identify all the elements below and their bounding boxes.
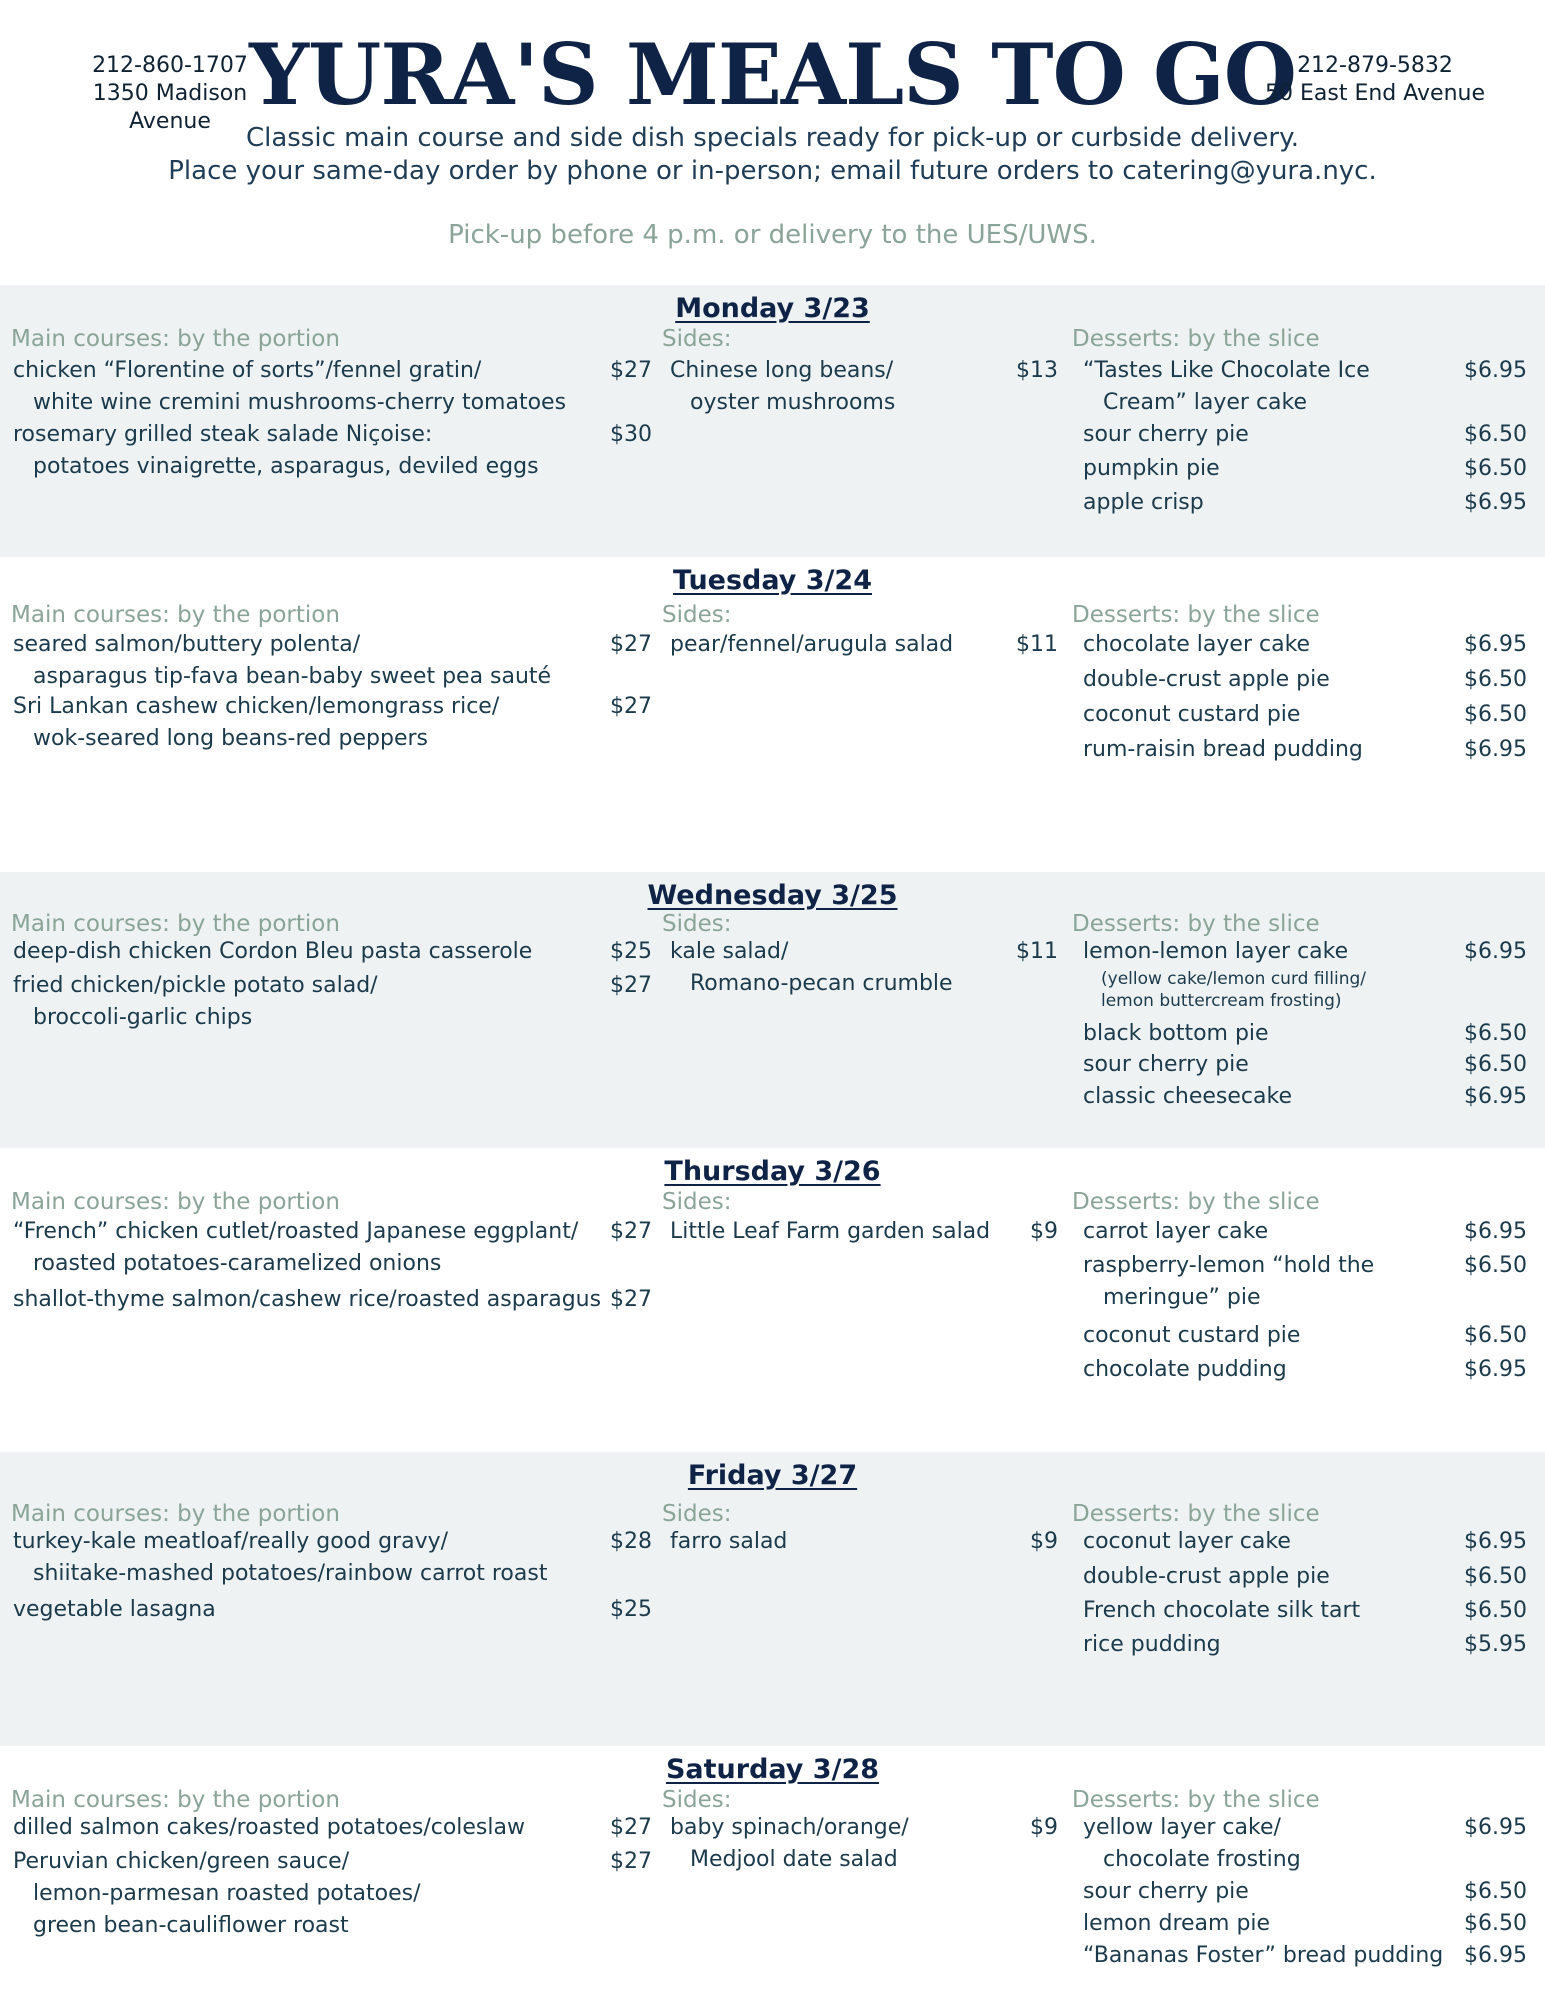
dessert-price: $6.50 — [1464, 1911, 1527, 1936]
main-course-price: $27 — [610, 632, 652, 657]
dessert-item — [1083, 664, 1330, 696]
dessert-name: classic cheesecake — [1083, 1084, 1292, 1109]
main-course-price: $30 — [610, 422, 652, 447]
main-course-name-cont: broccoli-garlic chips — [33, 1005, 253, 1030]
side-dish-name-cont: Medjool date salad — [690, 1847, 898, 1872]
right-phone: 212-879-5832 — [1297, 53, 1453, 78]
side-dish-price: $9 — [1030, 1815, 1058, 1840]
main-course-item — [13, 936, 532, 968]
dessert-price: $6.95 — [1464, 1815, 1527, 1840]
dessert-name: rum-raisin bread pudding — [1083, 737, 1363, 762]
main-course-item — [13, 419, 539, 483]
main-course-price: $27 — [610, 1287, 652, 1312]
main-course-item — [13, 629, 551, 693]
main-course-item — [13, 1216, 578, 1280]
day-title: Friday 3/27 — [687, 1460, 858, 1491]
desserts-label: Desserts: by the slice — [1072, 602, 1320, 628]
main-course-name-cont: green bean-cauliflower roast — [33, 1913, 349, 1938]
dessert-price: $6.95 — [1464, 490, 1527, 515]
dessert-name: pumpkin pie — [1083, 456, 1220, 481]
dessert-note: lemon buttercream frosting) — [1101, 991, 1342, 1011]
main-course-name: chicken “Florentine of sorts”/fennel gratin/ — [13, 358, 482, 383]
main-course-name: fried chicken/pickle potato salad/ — [13, 973, 378, 998]
main-course-price: $27 — [610, 973, 652, 998]
main-course-price: $27 — [610, 1849, 652, 1874]
dessert-price: $6.50 — [1464, 1598, 1527, 1623]
dessert-name: carrot layer cake — [1083, 1219, 1269, 1244]
dessert-item — [1083, 1812, 1301, 1876]
dessert-name: “Tastes Like Chocolate Ice — [1083, 358, 1370, 383]
day-title: Monday 3/23 — [675, 293, 870, 324]
main-course-item — [13, 355, 566, 419]
main-course-item — [13, 1846, 420, 1942]
main-course-item — [13, 970, 378, 1034]
dessert-note: (yellow cake/lemon curd filling/ — [1101, 969, 1366, 989]
side-dish-name: pear/fennel/arugula salad — [670, 632, 954, 657]
left-phone: 212-860-1707 — [92, 53, 248, 78]
dessert-name: sour cherry pie — [1083, 422, 1249, 447]
right-address: 50 East End Avenue — [1265, 81, 1485, 106]
dessert-name: raspberry-lemon “hold the — [1083, 1253, 1375, 1278]
dessert-item — [1083, 1526, 1291, 1558]
desserts-label: Desserts: by the slice — [1072, 326, 1320, 352]
dessert-name: “Bananas Foster” bread pudding — [1083, 1943, 1444, 1968]
dessert-item — [1083, 936, 1366, 1012]
dessert-item — [1083, 1320, 1300, 1352]
dessert-price: $6.50 — [1464, 422, 1527, 447]
main-course-name-cont: wok-seared long beans-red peppers — [33, 726, 428, 751]
main-course-price: $25 — [610, 1597, 652, 1622]
dessert-name: double-crust apple pie — [1083, 667, 1330, 692]
dessert-name: chocolate pudding — [1083, 1357, 1287, 1382]
side-dish-item — [670, 1216, 990, 1248]
main-course-item — [13, 1284, 601, 1316]
sides-label: Sides: — [662, 1189, 732, 1215]
intro-line-1: Classic main course and side dish specials ready for pick-up or curbside delivery. — [245, 123, 1300, 153]
dessert-name: sour cherry pie — [1083, 1052, 1249, 1077]
main-course-name-cont: white wine cremini mushrooms-cherry tomatoes — [33, 390, 567, 415]
day-section — [0, 1148, 1545, 1452]
menu-header — [0, 0, 1545, 285]
mains-label: Main courses: by the portion — [11, 1787, 340, 1813]
dessert-item — [1083, 1629, 1221, 1661]
dessert-item — [1083, 1216, 1268, 1248]
dessert-price: $6.50 — [1464, 702, 1527, 727]
side-dish-price: $11 — [1016, 632, 1058, 657]
dessert-price: $6.95 — [1464, 939, 1527, 964]
main-course-price: $27 — [610, 1219, 652, 1244]
main-course-name: Sri Lankan cashew chicken/lemongrass rice/ — [13, 694, 500, 719]
main-course-price: $28 — [610, 1529, 652, 1554]
dessert-item — [1083, 453, 1220, 485]
dessert-name-cont: meringue” pie — [1103, 1285, 1261, 1310]
main-course-item — [13, 1526, 547, 1590]
dessert-price: $6.95 — [1464, 1219, 1527, 1244]
day-title: Saturday 3/28 — [665, 1754, 880, 1785]
dessert-name: black bottom pie — [1083, 1021, 1269, 1046]
main-course-name-cont: potatoes vinaigrette, asparagus, deviled eggs — [33, 454, 539, 479]
main-course-name-cont: roasted potatoes-caramelized onions — [33, 1251, 442, 1276]
sides-label: Sides: — [662, 1787, 732, 1813]
dessert-name: rice pudding — [1083, 1632, 1221, 1657]
intro-line-2: Place your same-day order by phone or in-person; email future orders to catering@yura.nyc. — [168, 156, 1377, 186]
desserts-label: Desserts: by the slice — [1072, 1787, 1320, 1813]
day-section — [0, 1452, 1545, 1746]
side-dish-item — [670, 936, 953, 1000]
dessert-item — [1083, 629, 1310, 661]
side-dish-name: farro salad — [670, 1529, 788, 1554]
dessert-name: coconut layer cake — [1083, 1529, 1291, 1554]
dessert-price: $6.95 — [1464, 1943, 1527, 1968]
dessert-price: $6.50 — [1464, 667, 1527, 692]
side-dish-item — [670, 355, 895, 419]
day-section — [0, 285, 1545, 557]
main-course-price: $25 — [610, 939, 652, 964]
mains-label: Main courses: by the portion — [11, 326, 340, 352]
dessert-item — [1083, 1561, 1330, 1593]
dessert-item — [1083, 1049, 1249, 1081]
dessert-name: French chocolate silk tart — [1083, 1598, 1361, 1623]
dessert-item — [1083, 1081, 1292, 1113]
day-title: Wednesday 3/25 — [647, 880, 898, 911]
main-course-item — [13, 691, 499, 755]
main-course-name-cont: asparagus tip-fava bean-baby sweet pea sauté — [33, 664, 552, 689]
dessert-name-cont: chocolate frosting — [1103, 1847, 1301, 1872]
dessert-name: lemon dream pie — [1083, 1911, 1271, 1936]
main-course-name: rosemary grilled steak salade Niçoise: — [13, 422, 433, 447]
dessert-item — [1083, 1018, 1269, 1050]
main-course-name: vegetable lasagna — [13, 1597, 216, 1622]
dessert-item — [1083, 1250, 1374, 1314]
side-dish-price: $9 — [1030, 1219, 1058, 1244]
day-section — [0, 557, 1545, 872]
mains-label: Main courses: by the portion — [11, 602, 340, 628]
day-section — [0, 872, 1545, 1148]
dessert-price: $6.95 — [1464, 1084, 1527, 1109]
dessert-item — [1083, 1908, 1270, 1940]
dessert-item — [1083, 419, 1249, 451]
dessert-price: $6.50 — [1464, 456, 1527, 481]
main-course-name-cont: lemon-parmesan roasted potatoes/ — [33, 1881, 421, 1906]
side-dish-price: $13 — [1016, 358, 1058, 383]
day-title: Tuesday 3/24 — [673, 565, 872, 596]
intro-text — [0, 122, 1545, 188]
sides-label: Sides: — [662, 326, 732, 352]
side-dish-item — [670, 1812, 909, 1876]
side-dish-price: $9 — [1030, 1529, 1058, 1554]
main-course-item — [13, 1812, 525, 1844]
dessert-name: double-crust apple pie — [1083, 1564, 1330, 1589]
main-course-name-cont: shiitake-mashed potatoes/rainbow carrot roast — [33, 1561, 548, 1586]
pickup-note: Pick-up before 4 p.m. or delivery to the UES/UWS. — [448, 220, 1097, 250]
desserts-label: Desserts: by the slice — [1072, 911, 1320, 937]
dessert-price: $6.95 — [1464, 1357, 1527, 1382]
side-dish-name: Little Leaf Farm garden salad — [670, 1219, 991, 1244]
main-course-name: turkey-kale meatloaf/really good gravy/ — [13, 1529, 449, 1554]
dessert-item — [1083, 1940, 1443, 1972]
side-dish-price: $11 — [1016, 939, 1058, 964]
right-location — [1260, 52, 1490, 108]
dessert-name: yellow layer cake/ — [1083, 1815, 1281, 1840]
dessert-name: chocolate layer cake — [1083, 632, 1311, 657]
mains-label: Main courses: by the portion — [11, 1501, 340, 1527]
side-dish-name: kale salad/ — [670, 939, 789, 964]
dessert-item — [1083, 487, 1204, 519]
dessert-item — [1083, 1354, 1287, 1386]
desserts-label: Desserts: by the slice — [1072, 1501, 1320, 1527]
mains-label: Main courses: by the portion — [11, 911, 340, 937]
main-course-price: $27 — [610, 358, 652, 383]
dessert-price: $5.95 — [1464, 1632, 1527, 1657]
dessert-name: apple crisp — [1083, 490, 1204, 515]
sides-label: Sides: — [662, 602, 732, 628]
day-title: Thursday 3/26 — [664, 1156, 881, 1187]
dessert-item — [1083, 1595, 1360, 1627]
main-course-item — [13, 1594, 216, 1626]
dessert-item — [1083, 699, 1300, 731]
side-dish-item — [670, 1526, 787, 1558]
dessert-item — [1083, 355, 1370, 419]
dessert-price: $6.95 — [1464, 358, 1527, 383]
side-dish-name: baby spinach/orange/ — [670, 1815, 909, 1840]
dessert-price: $6.95 — [1464, 737, 1527, 762]
dessert-name: coconut custard pie — [1083, 1323, 1301, 1348]
side-dish-name-cont: oyster mushrooms — [690, 390, 896, 415]
main-course-name: Peruvian chicken/green sauce/ — [13, 1849, 350, 1874]
main-course-name: seared salmon/buttery polenta/ — [13, 632, 361, 657]
main-course-name: dilled salmon cakes/roasted potatoes/coleslaw — [13, 1815, 525, 1840]
desserts-label: Desserts: by the slice — [1072, 1189, 1320, 1215]
dessert-name: lemon-lemon layer cake — [1083, 939, 1349, 964]
dessert-price: $6.50 — [1464, 1253, 1527, 1278]
side-dish-item — [670, 629, 953, 661]
dessert-item — [1083, 1876, 1249, 1908]
main-course-name: shallot-thyme salmon/cashew rice/roasted asparagus — [13, 1287, 602, 1312]
dessert-name: coconut custard pie — [1083, 702, 1301, 727]
main-course-name: deep-dish chicken Cordon Bleu pasta casserole — [13, 939, 533, 964]
dessert-price: $6.95 — [1464, 1529, 1527, 1554]
side-dish-name: Chinese long beans/ — [670, 358, 894, 383]
day-section — [0, 1746, 1545, 1999]
dessert-price: $6.95 — [1464, 632, 1527, 657]
mains-label: Main courses: by the portion — [11, 1189, 340, 1215]
left-address: 1350 Madison Avenue — [92, 81, 248, 134]
dessert-price: $6.50 — [1464, 1021, 1527, 1046]
dessert-item — [1083, 734, 1363, 766]
menu-title: YURA'S MEALS TO GO — [249, 25, 1296, 124]
main-course-name: “French” chicken cutlet/roasted Japanese eggplant/ — [13, 1219, 579, 1244]
dessert-price: $6.50 — [1464, 1879, 1527, 1904]
main-course-price: $27 — [610, 694, 652, 719]
main-course-price: $27 — [610, 1815, 652, 1840]
dessert-price: $6.50 — [1464, 1564, 1527, 1589]
dessert-name: sour cherry pie — [1083, 1879, 1249, 1904]
dessert-price: $6.50 — [1464, 1323, 1527, 1348]
sides-label: Sides: — [662, 1501, 732, 1527]
dessert-name-cont: Cream” layer cake — [1103, 390, 1308, 415]
side-dish-name-cont: Romano-pecan crumble — [690, 971, 953, 996]
dessert-price: $6.50 — [1464, 1052, 1527, 1077]
sides-label: Sides: — [662, 911, 732, 937]
